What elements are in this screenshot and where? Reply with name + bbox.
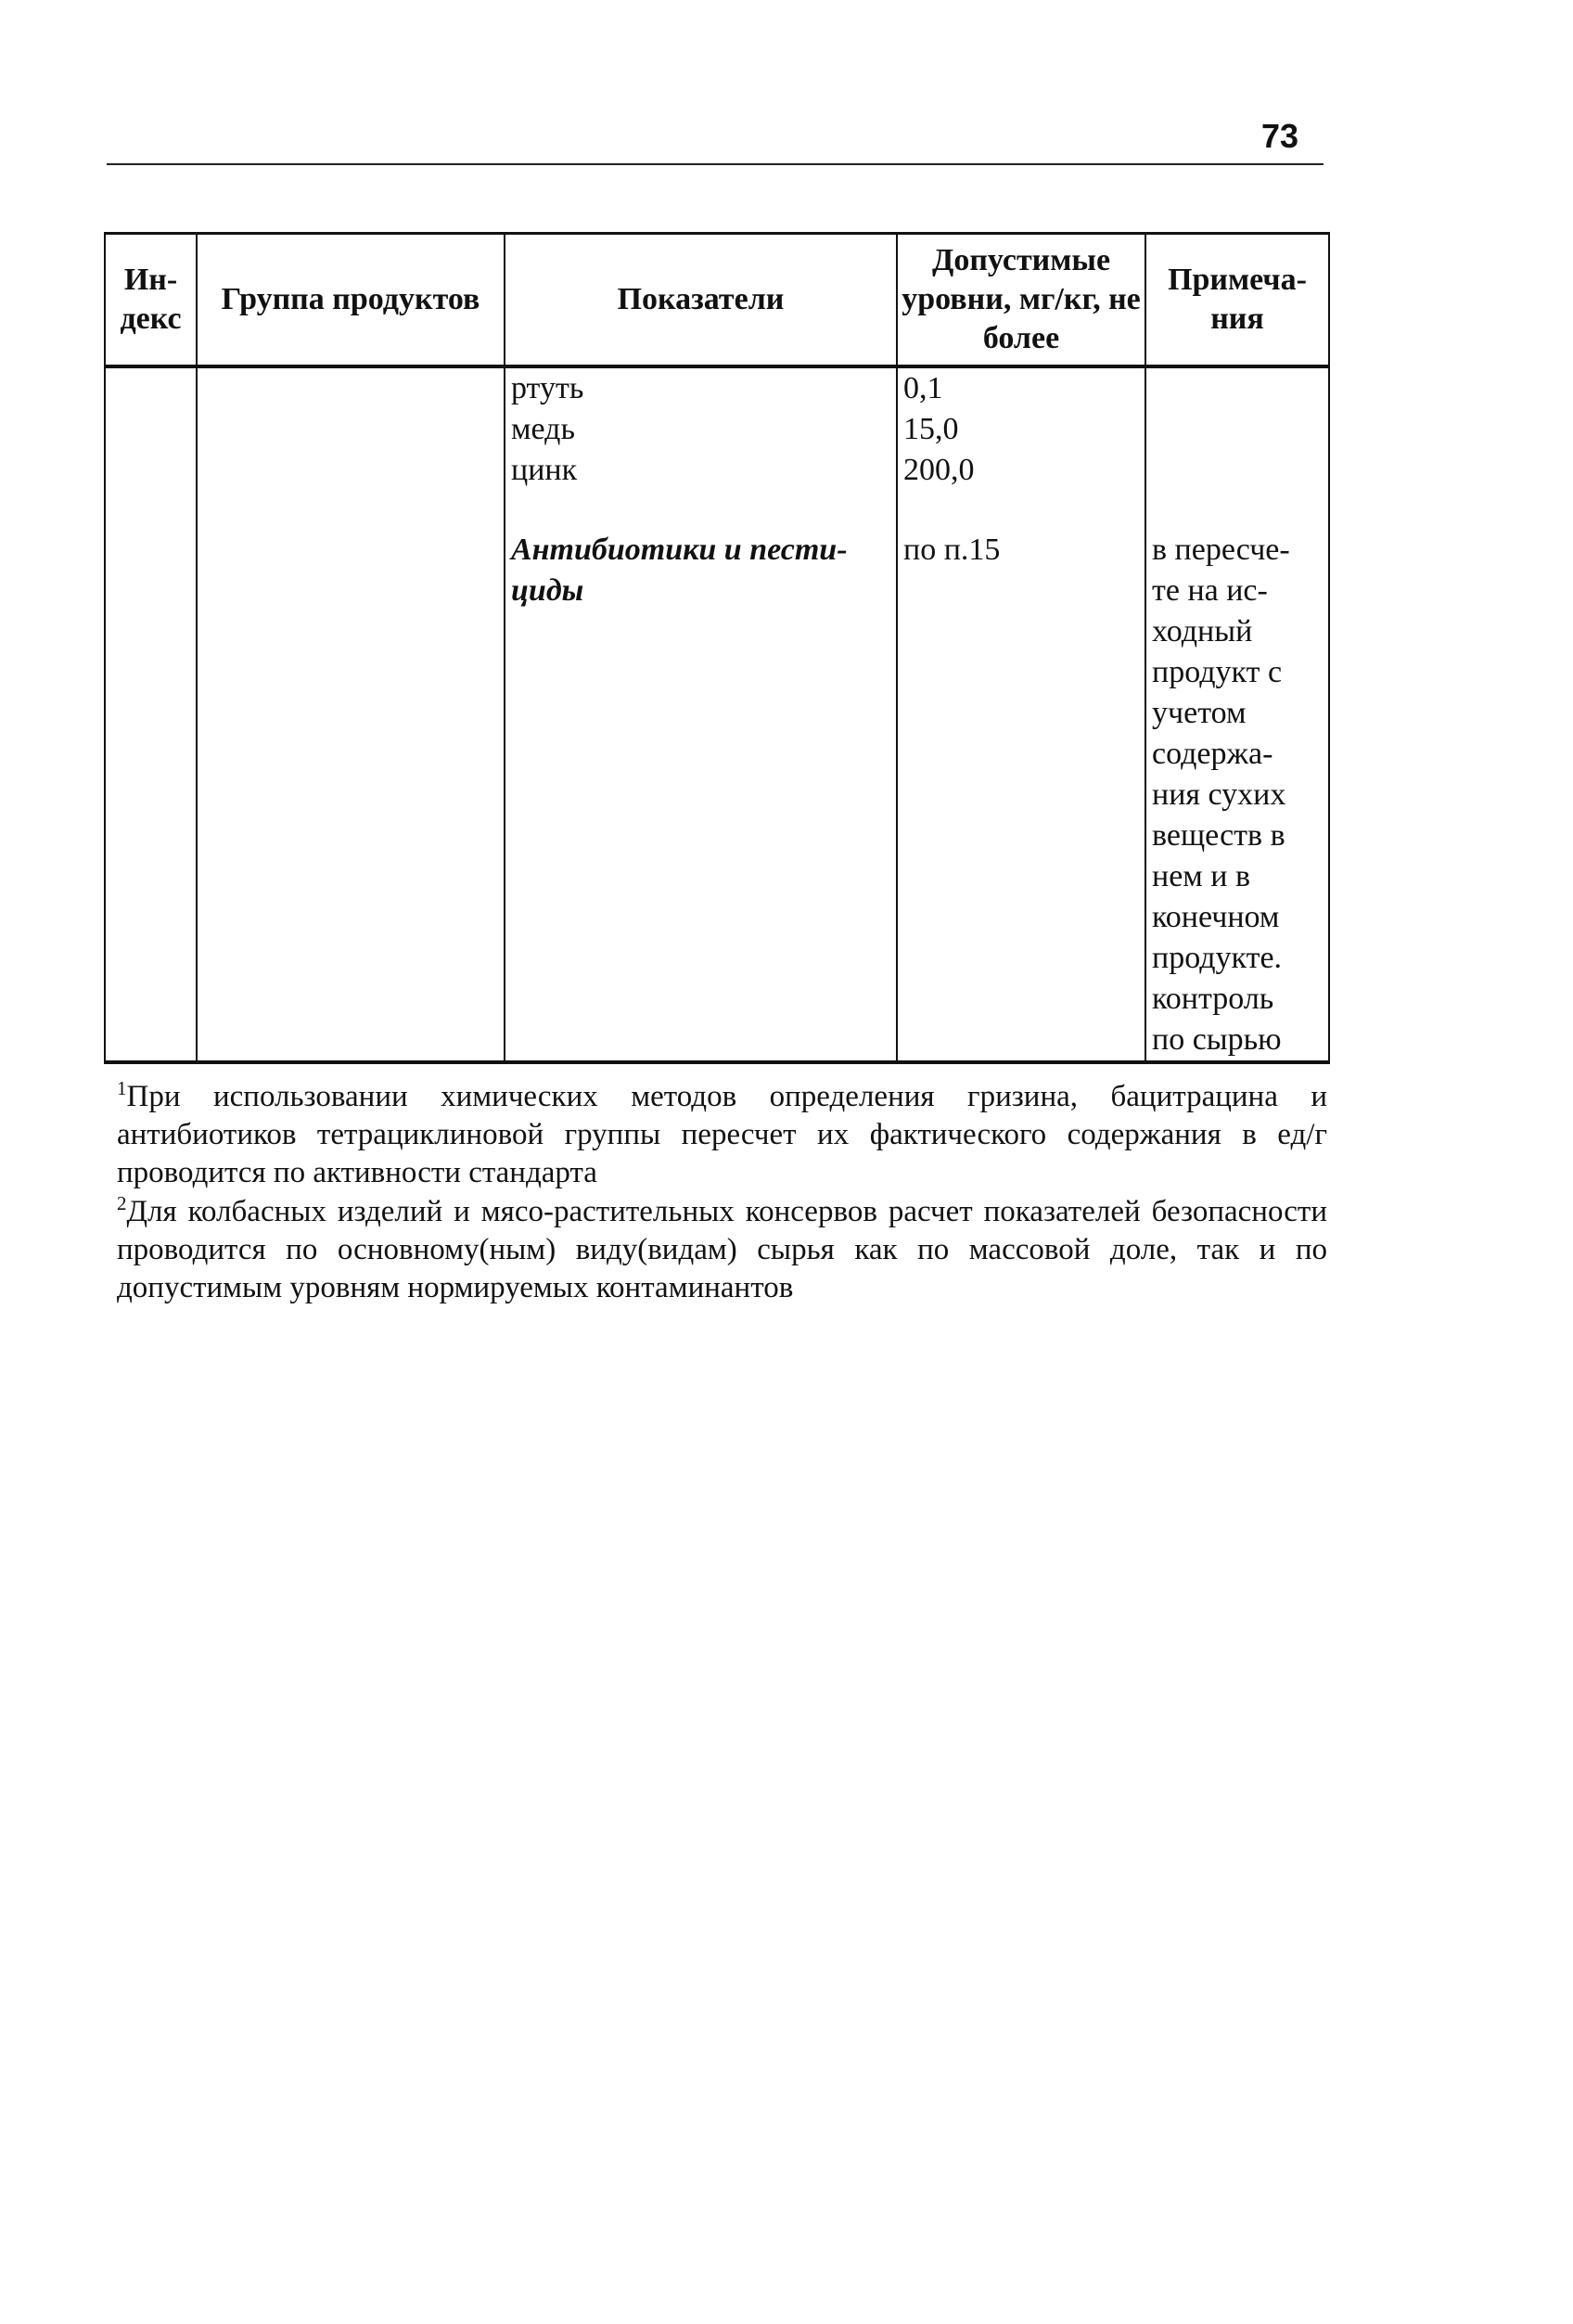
note-line: те на ис-	[1152, 573, 1268, 608]
footnote-2	[117, 1193, 1327, 1307]
header-notes: Примеча- ния	[1145, 234, 1329, 367]
note-line: веществ в	[1152, 818, 1285, 853]
note-line: продукте.	[1152, 941, 1283, 975]
page-number: 73	[1261, 117, 1299, 155]
note-line: конечном	[1152, 900, 1280, 934]
note-line: ния сухих	[1152, 777, 1286, 812]
cell-group	[197, 366, 505, 1062]
footnotes	[117, 1078, 1327, 1308]
note-line: ходный	[1152, 614, 1253, 648]
footnote-mark: 1	[117, 1077, 127, 1099]
note-line: продукт с	[1152, 655, 1283, 689]
indicator-antibiotics-line2: циды	[511, 573, 584, 608]
indicator-zinc: цинк	[511, 453, 578, 487]
indicator-antibiotics-line1: Антибиотики и пести-	[511, 533, 848, 567]
header-group: Группа продуктов	[197, 234, 505, 367]
indicator-mercury: ртуть	[511, 371, 584, 405]
level-copper: 15,0	[903, 412, 959, 446]
header-levels: Допустимые уровни, мг/кг, не более	[897, 234, 1145, 367]
note-line: в пересче-	[1152, 533, 1290, 567]
cell-indicators	[505, 366, 897, 1062]
cell-index	[105, 366, 197, 1062]
level-zinc: 200,0	[903, 453, 975, 487]
header-index: Ин- декс	[105, 234, 197, 367]
footnote-1	[117, 1078, 1327, 1192]
note-line: по сырью	[1152, 1022, 1282, 1057]
footnote-mark: 2	[117, 1192, 127, 1214]
note-line: контроль	[1152, 982, 1274, 1016]
header-rule	[107, 163, 1324, 165]
table-row	[105, 366, 1329, 1062]
level-mercury: 0,1	[903, 371, 943, 405]
note-line: нем и в	[1152, 859, 1251, 893]
level-antibiotics: по п.15	[903, 533, 1001, 567]
note-line: учетом	[1152, 696, 1247, 730]
cell-levels	[897, 366, 1145, 1062]
cell-notes	[1145, 366, 1329, 1062]
header-indicators: Показатели	[505, 234, 897, 367]
norms-table	[104, 232, 1330, 1064]
table-header-row	[105, 234, 1329, 367]
footnote-text: Для колбасных изделий и мясо-растительных консервов расчет показателей безопасности проводится по основному(ным) виду(видам) сырья как по массовой доле, так и по допустимым уровням нормируемых контаминантов	[117, 1195, 1327, 1304]
indicator-copper: медь	[511, 412, 575, 446]
note-line: содержа-	[1152, 737, 1273, 771]
footnote-text: При использовании химических методов определения гризина, бацитрацина и антибиотиков тетрациклиновой группы пересчет их фактического содержания в ед/г проводится по активности стандарта	[117, 1080, 1327, 1189]
